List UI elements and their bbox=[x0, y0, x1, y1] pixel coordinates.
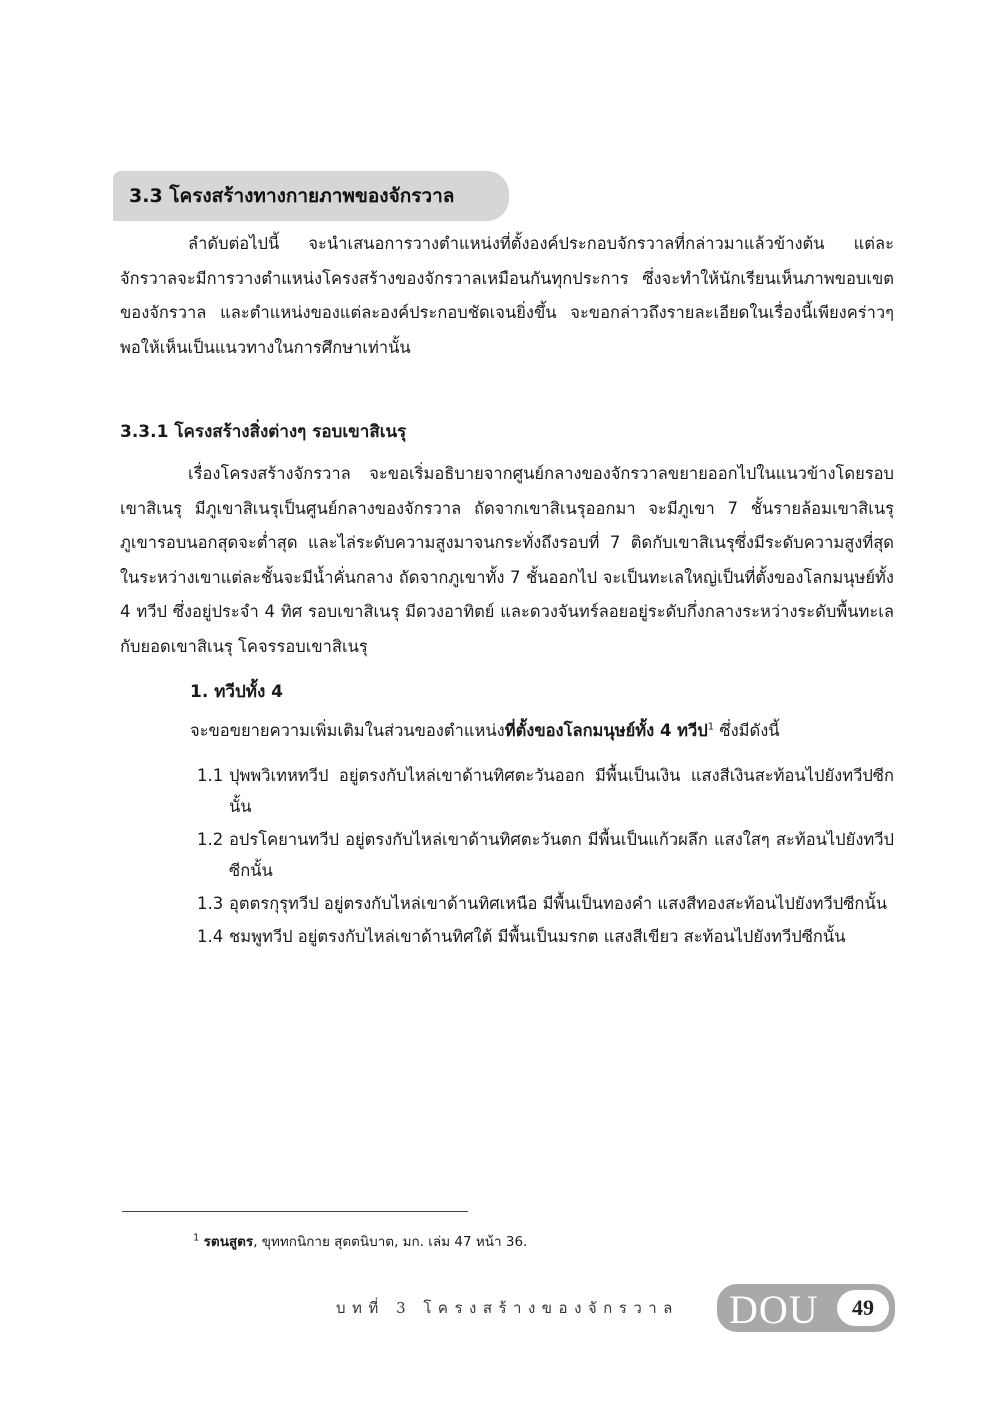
intro-bold: ที่ตั้งของโลกมนุษย์ทั้ง 4 ทวีป bbox=[504, 721, 708, 740]
subsection-paragraph: เรื่องโครงสร้างจักรวาล จะขอเริ่มอธิบายจากศูนย์กลางของจักรวาลขยายออกไปในแนวข้างโดยรอบเขาสิเนรุ มีภูเขาสิเนรุเป็นศูนย์กลางของจักรวาล ถัดจากเขาสิเนรุออกมา จะมีภูเขา 7 ชั้นรายล้อมเขาสิเนรุ ภูเขารอบนอกสุดจะต่ำสุด และไล่ระดับความสูงมาจนกระทั่งถึงรอบที่ 7 ติดกับเขาสิเนรุซึ่งมีระดับความสูงที่สุด ในระหว่างเขาแต่ละชั้นจะมีน้ำคั่นกลาง ถัดจากภูเขาทั้ง 7 ชั้นออกไป จะเป็นทะเลใหญ่เป็นที่ตั้งของโลกมนุษย์ทั้ง 4 ทวีป ซึ่งอยู่ประจำ 4 ทิศ รอบเขาสิเนรุ มีดวงอาทิตย์ และดวงจันทร์ลอยอยู่ระดับกึ่งกลางระหว่างระดับพื้นทะเลกับยอดเขาสิเนรุ โคจรรอบเขาสิเนรุ bbox=[120, 464, 894, 656]
section-paragraph: ลำดับต่อไปนี้ จะนำเสนอการวางตำแหน่งที่ตั้งองค์ประกอบจักรวาลที่กล่าวมาแล้วข้างต้น แต่ละจักรวาลจะมีการวางตำแหน่งโครงสร้างของจักรวาลเหมือนกันทุกประการ ซึ่งจะทำให้นักเรียนเห็นภาพขอบเขตของจักรวาล และตำแหน่งของแต่ละองค์ประกอบชัดเจนยิ่งขึ้น จะขอกล่าวถึงรายละเอียดในเรื่องนี้เพียงคร่าวๆ พอให้เห็นเป็นแนวทางในการศึกษาเท่านั้น bbox=[120, 234, 894, 357]
list-number: 1.1 bbox=[197, 766, 224, 785]
continent-list bbox=[197, 760, 894, 954]
list-number: 1.3 bbox=[197, 894, 224, 913]
section-title: 3.3 โครงสร้างทางกายภาพของจักรวาล bbox=[129, 185, 455, 207]
list-number: 1.2 bbox=[197, 830, 224, 849]
item-heading: 1. ทวีปทั้ง 4 bbox=[190, 682, 284, 702]
list-item bbox=[197, 888, 894, 919]
page-number: 49 bbox=[837, 1290, 889, 1326]
list-item bbox=[197, 824, 894, 886]
dou-logo: DOU bbox=[729, 1287, 819, 1332]
list-text: ชมพูทวีป อยู่ตรงกับไหล่เขาด้านทิศใต้ มีพื้นเป็นมรกต แสงสีเขียว สะท้อนไปยังทวีปซีกนั้น bbox=[229, 927, 846, 946]
list-number: 1.4 bbox=[197, 927, 224, 946]
list-text: อุตตรกุรุทวีป อยู่ตรงกับไหล่เขาด้านทิศเหนือ มีพื้นเป็นทองคำ แสงสีทองสะท้อนไปยังทวีปซีกนั้น bbox=[229, 894, 887, 913]
list-text: อปรโคยานทวีป อยู่ตรงกับไหล่เขาด้านทิศตะวันตก มีพื้นเป็นแก้วผลึก แสงใสๆ สะท้อนไปยังทวีปซีกนั้น bbox=[229, 830, 894, 880]
footnote-divider bbox=[122, 1211, 468, 1212]
section-heading bbox=[113, 171, 509, 221]
list-item bbox=[197, 760, 894, 822]
item-intro bbox=[190, 718, 894, 744]
chapter-running-title: บทที่ 3 โครงสร้างของจักรวาล bbox=[336, 1299, 679, 1317]
footnote-text: , ขุททกนิกาย สุตตนิบาต, มก. เล่ม 47 หน้า 36. bbox=[253, 1234, 528, 1250]
footnote-ref[interactable]: 1 bbox=[707, 721, 715, 733]
subsection-title: 3.3.1 โครงสร้างสิ่งต่างๆ รอบเขาสิเนรุ bbox=[120, 422, 407, 442]
list-item bbox=[197, 921, 894, 952]
dou-logo-badge bbox=[717, 1284, 895, 1332]
footnote bbox=[193, 1230, 527, 1252]
list-text: ปุพพวิเทหทวีป อยู่ตรงกับไหล่เขาด้านทิศตะวันออก มีพื้นเป็นเงิน แสงสีเงินสะท้อนไปยังทวีปซีกนั้น bbox=[229, 766, 894, 816]
footnote-source: รตนสูตร bbox=[203, 1234, 254, 1250]
intro-tail: ซึ่งมีดังนี้ bbox=[714, 721, 780, 740]
intro-text: จะขอขยายความเพิ่มเติมในส่วนของตำแหน่ง bbox=[190, 721, 505, 740]
footnote-marker: 1 bbox=[193, 1232, 200, 1244]
